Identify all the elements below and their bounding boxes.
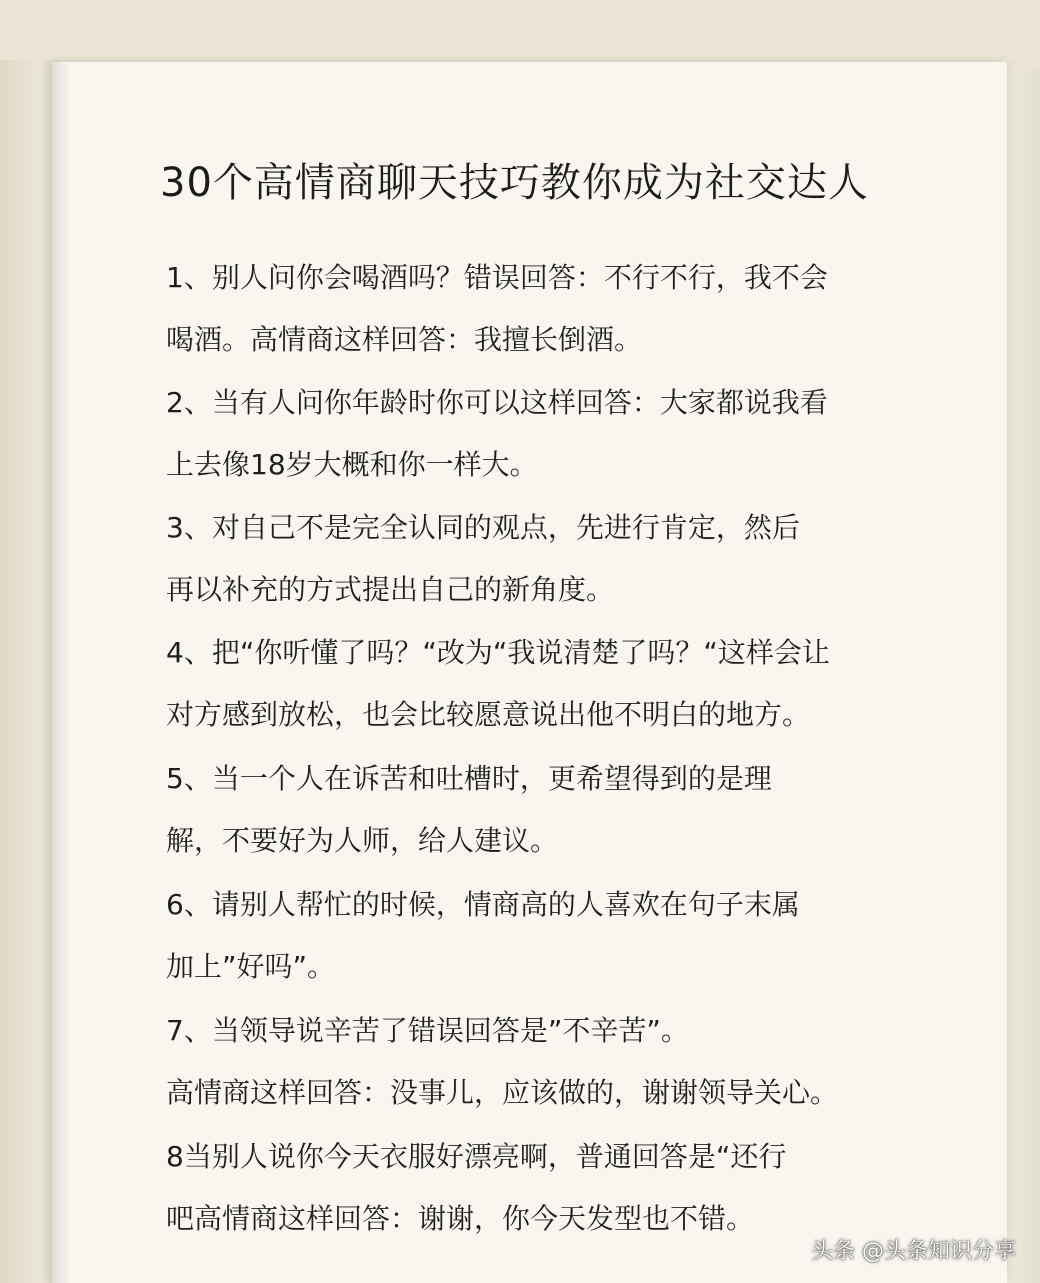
tip-6 — [166, 874, 946, 998]
tip-7-line-1: 7、当领导说辛苦了错误回答是”不辛苦”。 — [166, 1014, 689, 1047]
tip-2 — [166, 372, 946, 496]
tip-3-line-1: 3、对自己不是完全认同的观点，先进行肯定，然后 — [166, 511, 800, 544]
page-gutter-shadow — [52, 62, 70, 1283]
tip-2-line-1: 2、当有人问你年龄时你可以这样回答：大家都说我看 — [166, 386, 828, 419]
book-page — [52, 62, 1007, 1283]
tip-7-line-2: 高情商这样回答：没事儿，应该做的，谢谢领导关心。 — [166, 1076, 839, 1109]
tip-6-line-1: 6、请别人帮忙的时候，情商高的人喜欢在句子末属 — [166, 888, 800, 921]
watermark-text: 头条 @头条知识分享 — [811, 1239, 1016, 1264]
tip-8-line-2: 吧高情商这样回答：谢谢，你今天发型也不错。 — [166, 1202, 755, 1235]
tip-1 — [166, 247, 946, 371]
tip-4-line-1: 4、把“你听懂了吗？“改为“我说清楚了吗？“这样会让 — [166, 636, 830, 669]
left-page-edge — [0, 60, 60, 1283]
tip-5-line-2: 解，不要好为人师，给人建议。 — [166, 824, 559, 857]
tip-4 — [166, 622, 946, 746]
tip-1-line-1: 1、别人问你会喝酒吗？错误回答：不行不行，我不会 — [166, 261, 828, 294]
tip-6-line-2: 加上”好吗”。 — [166, 950, 336, 983]
tip-3 — [166, 497, 946, 621]
tip-7 — [166, 1000, 946, 1124]
tip-8-line-1: 8当别人说你今天衣服好漂亮啊，普通回答是“还行 — [166, 1140, 787, 1173]
tip-4-line-2: 对方感到放松，也会比较愿意说出他不明白的地方。 — [166, 698, 811, 731]
tip-8 — [166, 1126, 946, 1250]
tip-3-line-2: 再以补充的方式提出自己的新角度。 — [166, 573, 615, 606]
tip-5-line-1: 5、当一个人在诉苦和吐槽时，更希望得到的是理 — [166, 762, 772, 795]
tip-2-line-2: 上去像18岁大概和你一样大。 — [166, 448, 538, 481]
tip-5 — [166, 748, 946, 872]
tip-1-line-2: 喝酒。高情商这样回答：我擅长倒酒。 — [166, 323, 643, 356]
page-title: 30个高情商聊天技巧教你成为社交达人 — [160, 160, 869, 206]
